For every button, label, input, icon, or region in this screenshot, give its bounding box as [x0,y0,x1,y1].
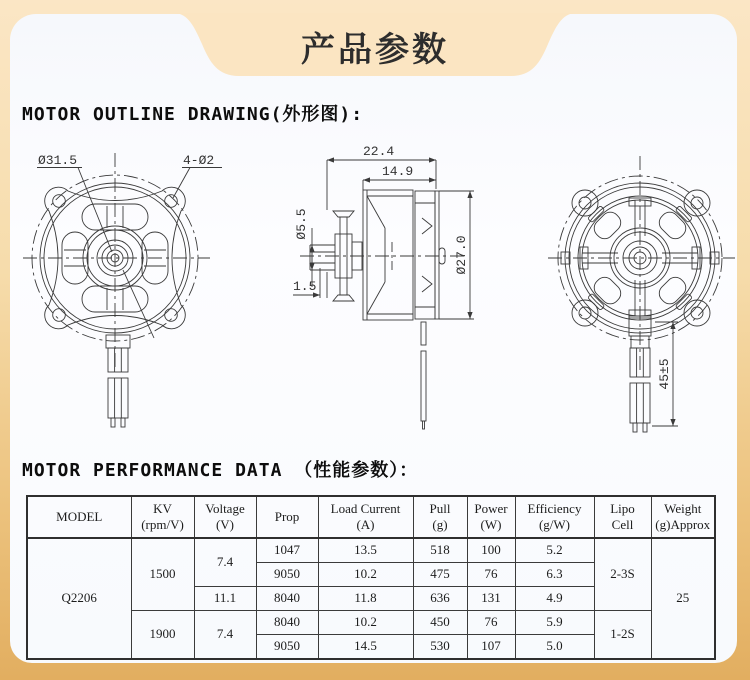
table-header-row [27,496,715,538]
header-kv: KV (rpm/V) [131,496,194,538]
cell-prop: 9050 [256,563,318,587]
cell-model: Q2206 [27,538,131,659]
dim-label-body-diameter-side: Ø27.0 [454,235,469,275]
cell-load: 13.5 [318,538,413,563]
dim-label-wire-length: 45±5 [657,358,672,390]
cell-voltage-7-4b: 7.4 [194,611,256,660]
cell-power: 76 [467,611,515,635]
cell-pull: 530 [413,635,467,660]
header-load-current: Load Current (A) [318,496,413,538]
cell-efficiency: 4.9 [515,587,594,611]
cell-pull: 518 [413,538,467,563]
cell-prop: 8040 [256,587,318,611]
dim-label-total-length: 22.4 [363,144,395,159]
cell-prop: 1047 [256,538,318,563]
cell-load: 14.5 [318,635,413,660]
cell-prop: 9050 [256,635,318,660]
dim-label-mount-holes: 4-Ø2 [183,153,215,168]
dim-label-can-length: 14.9 [382,164,414,179]
cell-efficiency: 5.0 [515,635,594,660]
dim-label-body-diameter: Ø31.5 [38,153,78,168]
table-row [27,538,715,563]
cell-power: 107 [467,635,515,660]
cell-efficiency: 5.2 [515,538,594,563]
cell-pull: 475 [413,563,467,587]
header-voltage: Voltage (V) [194,496,256,538]
outline-drawing-heading: MOTOR OUTLINE DRAWING(外形图): [22,104,364,125]
header-weight: Weight (g)Approx [651,496,715,538]
cell-lipo-2-3s: 2-3S [594,538,651,611]
dim-label-shaft-diameter: Ø5.5 [294,208,309,240]
cell-efficiency: 6.3 [515,563,594,587]
header-efficiency: Efficiency (g/W) [515,496,594,538]
cell-power: 131 [467,587,515,611]
performance-table [26,495,716,660]
cell-lipo-1-2s: 1-2S [594,611,651,660]
cell-power: 100 [467,538,515,563]
motor-side-view-drawing [285,138,500,435]
cell-kv-1900: 1900 [131,611,194,660]
cell-prop: 8040 [256,611,318,635]
cell-load: 11.8 [318,587,413,611]
header-prop: Prop [256,496,318,538]
dim-label-shaft-step: 1.5 [293,279,317,294]
cell-load: 10.2 [318,563,413,587]
performance-data-heading: MOTOR PERFORMANCE DATA （性能参数）： [22,460,419,481]
motor-rear-view-drawing [545,138,745,440]
cell-load: 10.2 [318,611,413,635]
cell-voltage-11-1: 11.1 [194,587,256,611]
cell-kv-1500: 1500 [131,538,194,611]
cell-power: 76 [467,563,515,587]
header-model: MODEL [27,496,131,538]
cell-pull: 450 [413,611,467,635]
motor-front-view-drawing [20,138,270,440]
page-title: 产品参数 [301,31,449,69]
cell-pull: 636 [413,587,467,611]
header-pull: Pull (g) [413,496,467,538]
header-power: Power (W) [467,496,515,538]
cell-voltage-7-4: 7.4 [194,538,256,587]
cell-weight: 25 [651,538,715,659]
cell-efficiency: 5.9 [515,611,594,635]
table-row [27,611,715,635]
header-lipo-cell: Lipo Cell [594,496,651,538]
